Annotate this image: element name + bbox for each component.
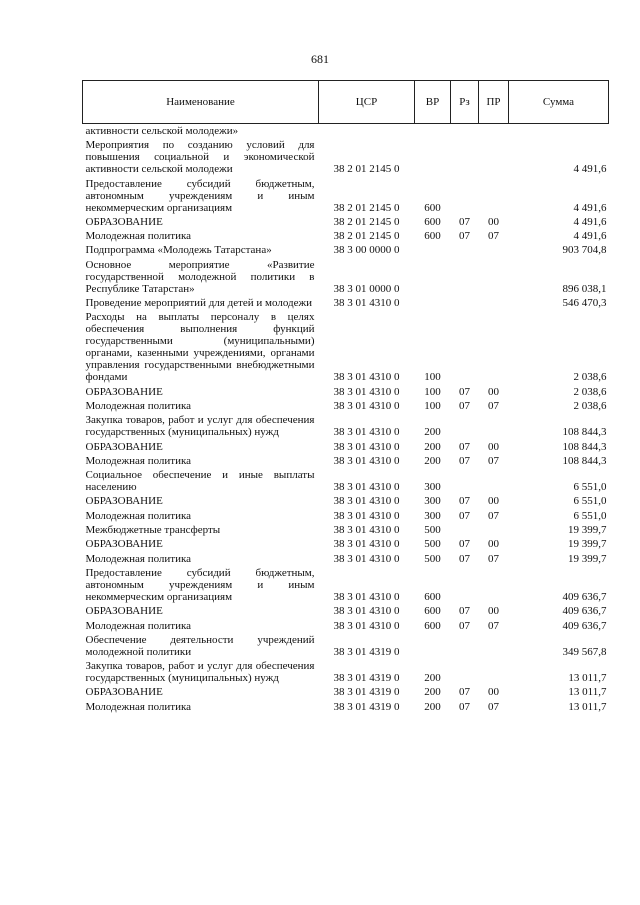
cell-pr xyxy=(479,523,509,537)
cell-pr: 00 xyxy=(488,538,499,551)
cell-pr xyxy=(479,659,509,685)
table-row xyxy=(83,523,609,537)
cell-sum: 6 551,0 xyxy=(573,481,607,494)
cell-vr: 500 xyxy=(424,538,441,551)
cell-csr: 38 3 01 4310 0 xyxy=(333,619,400,632)
cell-name: ОБРАЗОВАНИЕ xyxy=(85,215,163,228)
cell-sum: 13 011,7 xyxy=(568,700,607,713)
cell-pr: 07 xyxy=(488,619,499,632)
cell-rz xyxy=(451,243,479,257)
cell-csr: 38 3 01 4319 0 xyxy=(333,672,400,685)
cell-name: Основное мероприятие «Развитие государственной молодежной политики в Республике Татарстан» xyxy=(85,258,315,295)
table-row xyxy=(83,619,609,633)
cell-csr: 38 2 01 2145 0 xyxy=(333,230,400,243)
cell-name: ОБРАЗОВАНИЕ xyxy=(85,605,163,618)
column-header-csr: ЦСР xyxy=(319,81,415,124)
cell-rz xyxy=(451,633,479,659)
table-row xyxy=(83,177,609,215)
cell-vr: 300 xyxy=(424,495,441,508)
cell-rz: 07 xyxy=(459,440,470,453)
table-body xyxy=(83,124,609,715)
cell-rz: 07 xyxy=(459,454,470,467)
cell-sum: 349 567,8 xyxy=(562,645,607,658)
table-row xyxy=(83,633,609,659)
cell-pr xyxy=(479,413,509,439)
cell-pr: 07 xyxy=(488,230,499,243)
cell-name: Социальное обеспечение и иные выплаты населению xyxy=(85,469,315,494)
cell-vr: 200 xyxy=(424,454,441,467)
cell-pr: 07 xyxy=(488,399,499,412)
cell-rz: 07 xyxy=(459,509,470,522)
cell-pr xyxy=(479,138,509,176)
cell-rz: 07 xyxy=(459,215,470,228)
cell-sum xyxy=(509,124,609,139)
cell-vr xyxy=(415,633,451,659)
table-header-row xyxy=(83,81,609,124)
cell-rz: 07 xyxy=(459,605,470,618)
cell-rz xyxy=(451,310,479,384)
cell-pr xyxy=(479,468,509,494)
cell-csr: 38 3 01 4310 0 xyxy=(333,426,400,439)
cell-pr: 00 xyxy=(488,686,499,699)
cell-csr: 38 3 01 4310 0 xyxy=(333,495,400,508)
table-row xyxy=(83,685,609,699)
table-row xyxy=(83,552,609,566)
cell-name: Подпрограмма «Молодежь Татарстана» xyxy=(85,244,272,257)
cell-csr: 38 3 01 4310 0 xyxy=(333,538,400,551)
cell-vr: 100 xyxy=(424,385,441,398)
cell-rz xyxy=(451,258,479,296)
cell-name: Закупка товаров, работ и услуг для обеспечения государственных (муниципальных) нужд xyxy=(85,414,315,439)
cell-name: активности сельской молодежи» xyxy=(85,125,239,137)
cell-csr xyxy=(319,124,415,139)
table-row xyxy=(83,494,609,508)
cell-rz xyxy=(451,413,479,439)
cell-name: Проведение мероприятий для детей и молодежи xyxy=(85,297,312,310)
cell-name: Расходы на выплаты персоналу в целях обеспечения выполнения функций государственными (муниципальными) органами, казенными учреждениями, органами управления государственными внебюджетными фондами xyxy=(85,311,315,384)
cell-csr: 38 3 01 4310 0 xyxy=(333,590,400,603)
page-number: 681 xyxy=(311,52,329,66)
cell-rz: 07 xyxy=(459,399,470,412)
table-row xyxy=(83,509,609,523)
cell-sum: 108 844,3 xyxy=(562,454,607,467)
cell-rz xyxy=(451,566,479,604)
cell-csr: 38 3 01 4310 0 xyxy=(333,524,400,537)
table-row xyxy=(83,454,609,468)
cell-pr xyxy=(479,177,509,215)
cell-name: Молодежная политика xyxy=(85,552,192,565)
cell-csr: 38 3 01 4310 0 xyxy=(333,509,400,522)
table-row xyxy=(83,700,609,714)
cell-pr: 00 xyxy=(488,215,499,228)
cell-vr: 500 xyxy=(424,524,441,537)
cell-sum: 19 399,7 xyxy=(568,538,607,551)
cell-vr xyxy=(415,258,451,296)
cell-pr: 00 xyxy=(488,605,499,618)
cell-pr xyxy=(479,296,509,310)
cell-name: Молодежная политика xyxy=(85,230,192,243)
cell-vr: 600 xyxy=(424,230,441,243)
cell-sum: 903 704,8 xyxy=(562,244,607,257)
cell-csr: 38 3 01 4310 0 xyxy=(333,297,400,310)
cell-vr: 600 xyxy=(424,619,441,632)
cell-vr: 600 xyxy=(424,590,441,603)
table-row xyxy=(83,440,609,454)
cell-sum: 19 399,7 xyxy=(568,552,607,565)
cell-sum: 4 491,6 xyxy=(573,230,607,243)
cell-csr: 38 2 01 2145 0 xyxy=(333,163,400,176)
cell-csr: 38 3 01 4310 0 xyxy=(333,481,400,494)
cell-vr: 500 xyxy=(424,552,441,565)
cell-vr: 200 xyxy=(424,672,441,685)
cell-pr: 00 xyxy=(488,440,499,453)
cell-vr: 300 xyxy=(424,509,441,522)
cell-pr xyxy=(479,124,509,139)
cell-vr xyxy=(415,124,451,139)
table-row xyxy=(83,659,609,685)
cell-pr xyxy=(479,310,509,384)
cell-rz: 07 xyxy=(459,686,470,699)
cell-rz xyxy=(451,138,479,176)
cell-name: Молодежная политика xyxy=(85,700,192,713)
cell-name: ОБРАЗОВАНИЕ xyxy=(85,440,163,453)
cell-csr: 38 3 01 4319 0 xyxy=(333,700,400,713)
table-row xyxy=(83,215,609,229)
cell-rz: 07 xyxy=(459,700,470,713)
cell-pr xyxy=(479,258,509,296)
cell-csr: 38 3 01 0000 0 xyxy=(333,282,400,295)
cell-name: ОБРАЗОВАНИЕ xyxy=(85,385,163,398)
table-row xyxy=(83,399,609,413)
budget-table xyxy=(82,80,609,714)
cell-sum: 108 844,3 xyxy=(562,440,607,453)
cell-csr: 38 3 01 4310 0 xyxy=(333,371,400,384)
cell-pr: 00 xyxy=(488,385,499,398)
cell-name: ОБРАЗОВАНИЕ xyxy=(85,495,163,508)
cell-rz: 07 xyxy=(459,552,470,565)
table-row xyxy=(83,243,609,257)
cell-csr: 38 3 00 0000 0 xyxy=(333,244,400,257)
cell-rz xyxy=(451,124,479,139)
cell-sum: 409 636,7 xyxy=(562,619,607,632)
cell-name: Предоставление субсидий бюджетным, автономным учреждениям и иным некоммерческим организациям xyxy=(85,177,315,214)
cell-name: Предоставление субсидий бюджетным, автономным учреждениям и иным некоммерческим организациям xyxy=(85,566,315,603)
cell-csr: 38 2 01 2145 0 xyxy=(333,201,400,214)
cell-name: Молодежная политика xyxy=(85,454,192,467)
cell-name: Молодежная политика xyxy=(85,619,192,632)
cell-pr: 07 xyxy=(488,700,499,713)
cell-sum: 896 038,1 xyxy=(562,282,607,295)
cell-csr: 38 3 01 4319 0 xyxy=(333,645,400,658)
cell-pr: 07 xyxy=(488,552,499,565)
cell-rz xyxy=(451,523,479,537)
cell-csr: 38 3 01 4310 0 xyxy=(333,552,400,565)
cell-sum: 4 491,6 xyxy=(573,215,607,228)
table-row xyxy=(83,124,609,139)
cell-csr: 38 3 01 4310 0 xyxy=(333,454,400,467)
table-row xyxy=(83,468,609,494)
cell-rz xyxy=(451,468,479,494)
table-row xyxy=(83,566,609,604)
table-row xyxy=(83,296,609,310)
cell-sum: 19 399,7 xyxy=(568,524,607,537)
column-header-vr: ВР xyxy=(415,81,451,124)
cell-sum: 108 844,3 xyxy=(562,426,607,439)
cell-vr: 100 xyxy=(424,399,441,412)
table-row xyxy=(83,413,609,439)
column-header-pr: ПР xyxy=(479,81,509,124)
cell-name: Молодежная политика xyxy=(85,509,192,522)
cell-sum: 546 470,3 xyxy=(562,297,607,310)
cell-sum: 4 491,6 xyxy=(573,163,607,176)
cell-rz: 07 xyxy=(459,495,470,508)
cell-name: Мероприятия по созданию условий для повышения социальной и экономической активности сельской молодежи xyxy=(85,139,315,176)
cell-rz: 07 xyxy=(459,230,470,243)
cell-sum: 6 551,0 xyxy=(573,495,607,508)
column-header-rz: Рз xyxy=(451,81,479,124)
cell-vr: 200 xyxy=(424,426,441,439)
cell-rz: 07 xyxy=(459,385,470,398)
cell-vr: 200 xyxy=(424,440,441,453)
cell-rz xyxy=(451,296,479,310)
cell-sum: 13 011,7 xyxy=(568,672,607,685)
table-row xyxy=(83,385,609,399)
cell-vr: 100 xyxy=(424,371,441,384)
cell-csr: 38 3 01 4310 0 xyxy=(333,399,400,412)
cell-pr xyxy=(479,243,509,257)
cell-pr: 00 xyxy=(488,495,499,508)
table-row xyxy=(83,604,609,618)
cell-vr: 200 xyxy=(424,700,441,713)
table-row xyxy=(83,229,609,243)
cell-sum: 2 038,6 xyxy=(573,399,607,412)
cell-name: Закупка товаров, работ и услуг для обеспечения государственных (муниципальных) нужд xyxy=(85,660,315,685)
cell-sum: 4 491,6 xyxy=(573,201,607,214)
cell-sum: 409 636,7 xyxy=(562,590,607,603)
cell-rz xyxy=(451,177,479,215)
cell-csr: 38 3 01 4310 0 xyxy=(333,605,400,618)
cell-vr xyxy=(415,138,451,176)
cell-sum: 409 636,7 xyxy=(562,605,607,618)
cell-rz xyxy=(451,659,479,685)
table-row xyxy=(83,258,609,296)
cell-vr: 300 xyxy=(424,481,441,494)
cell-vr xyxy=(415,296,451,310)
cell-name: ОБРАЗОВАНИЕ xyxy=(85,686,163,699)
table-row xyxy=(83,310,609,384)
cell-rz: 07 xyxy=(459,619,470,632)
cell-rz: 07 xyxy=(459,538,470,551)
cell-name: ОБРАЗОВАНИЕ xyxy=(85,538,163,551)
cell-pr xyxy=(479,633,509,659)
cell-vr xyxy=(415,243,451,257)
table-row xyxy=(83,138,609,176)
cell-name: Молодежная политика xyxy=(85,399,192,412)
table-row xyxy=(83,537,609,551)
cell-pr: 07 xyxy=(488,509,499,522)
cell-sum: 13 011,7 xyxy=(568,686,607,699)
cell-vr: 600 xyxy=(424,201,441,214)
cell-name: Межбюджетные трансферты xyxy=(85,524,221,537)
cell-csr: 38 3 01 4319 0 xyxy=(333,686,400,699)
cell-sum: 2 038,6 xyxy=(573,371,607,384)
column-header-name: Наименование xyxy=(83,81,319,124)
cell-name: Обеспечение деятельности учреждений молодежной политики xyxy=(85,633,315,658)
cell-pr: 07 xyxy=(488,454,499,467)
cell-vr: 600 xyxy=(424,215,441,228)
cell-vr: 200 xyxy=(424,686,441,699)
cell-sum: 6 551,0 xyxy=(573,509,607,522)
cell-csr: 38 2 01 2145 0 xyxy=(333,215,400,228)
cell-vr: 600 xyxy=(424,605,441,618)
cell-pr xyxy=(479,566,509,604)
cell-csr: 38 3 01 4310 0 xyxy=(333,385,400,398)
cell-sum: 2 038,6 xyxy=(573,385,607,398)
cell-csr: 38 3 01 4310 0 xyxy=(333,440,400,453)
column-header-sum: Сумма xyxy=(509,81,609,124)
